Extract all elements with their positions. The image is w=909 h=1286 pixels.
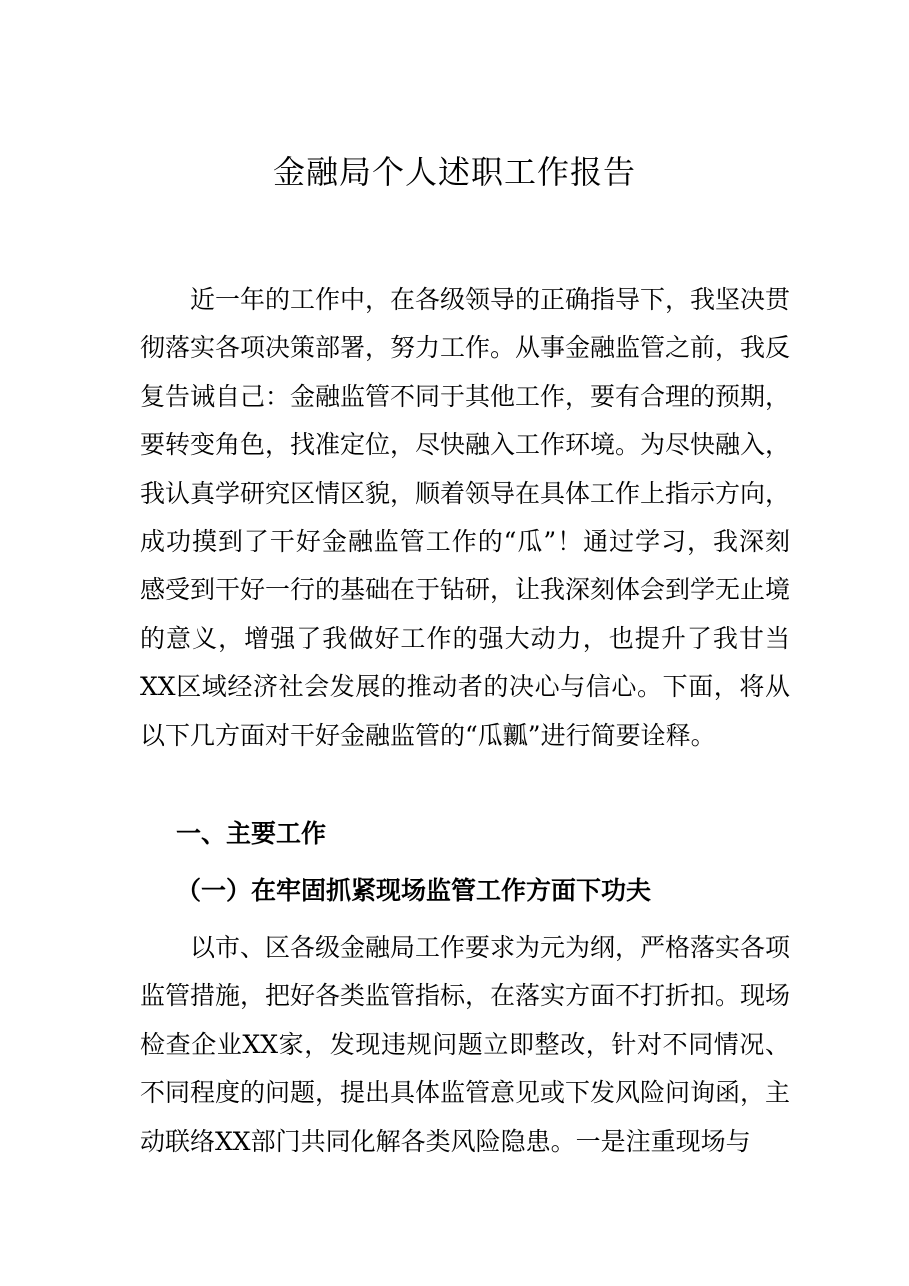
subsection-heading-onsite-supervision: （一）在牢固抓紧现场监管工作方面下功夫 xyxy=(176,876,652,905)
section-heading-main-work: 一、主要工作 xyxy=(176,819,327,848)
document-title: 金融局个人述职工作报告 xyxy=(272,153,636,191)
body-paragraph-onsite-supervision: 以市、区各级金融局工作要求为元为纲，严格落实各项监管措施，把好各类监管指标，在落实方面不打折扣。现场检查企业XX家，发现违规问题立即整改，针对不同情况、不同程度的问题，提出具体监管意见或下发风险问询函，主动联络XX部门共同化解各类风险隐患。一是注重现场与 xyxy=(140,933,791,1156)
body-paragraph-intro: 近一年的工作中，在各级领导的正确指导下，我坚决贯彻落实各项决策部署，努力工作。从事金融监管之前，我反复告诫自己：金融监管不同于其他工作，要有合理的预期，要转变角色，找准定位，尽快融入工作环境。为尽快融入，我认真学研究区情区貌，顺着领导在具体工作上指示方向，成功摸到了干好金融监管工作的“瓜”！通过学习，我深刻感受到干好一行的基础在于钻研，让我深刻体会到学无止境的意义，增强了我做好工作的强大动力，也提升了我甘当XX区域经济社会发展的推动者的决心与信心。下面，将从以下几方面对干好金融监管的“瓜瓤”进行简要诠释。 xyxy=(140,285,791,750)
